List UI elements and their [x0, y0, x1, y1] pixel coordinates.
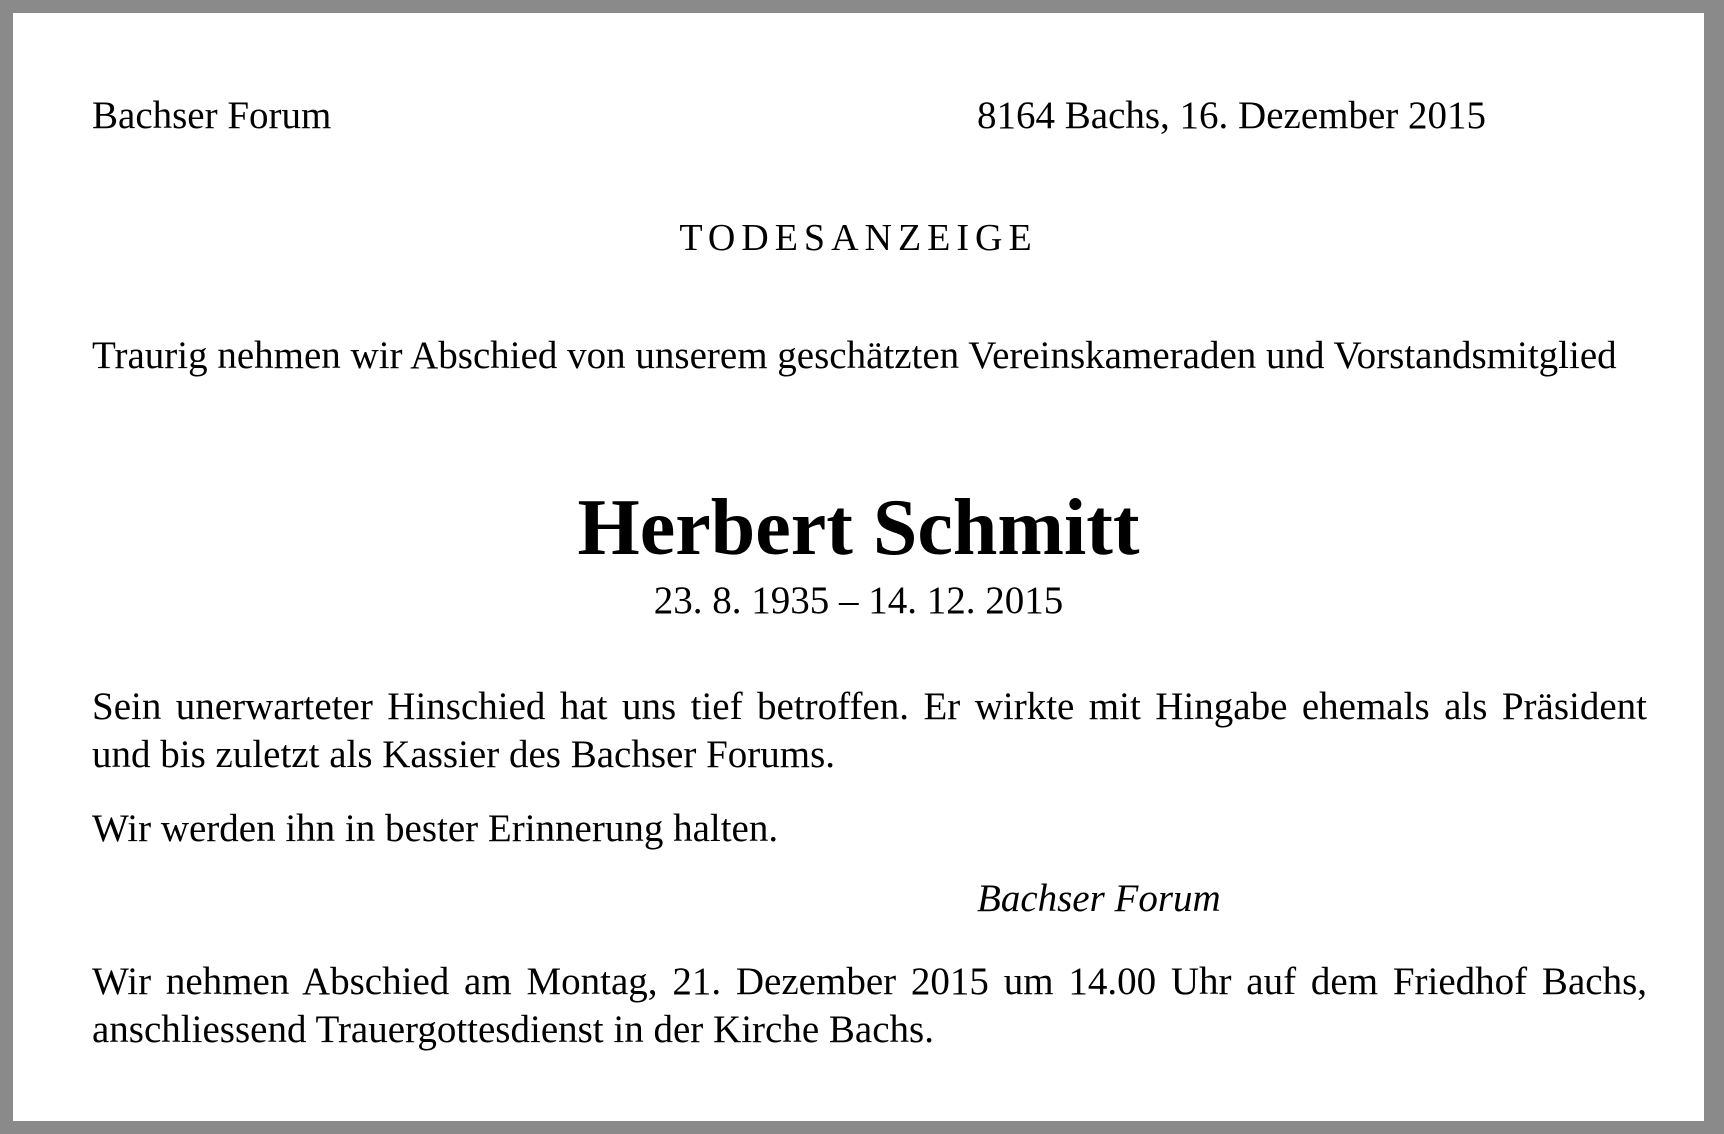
notice-heading: TODESANZEIGE: [679, 217, 1038, 259]
document-page: [13, 13, 1704, 1121]
header-organization: Bachser Forum: [92, 94, 332, 137]
header-place-date: 8164 Bachs, 16. Dezember 2015: [977, 94, 1487, 137]
tribute-paragraph: Sein unerwarteter Hinschied hat uns tief betroffen. Er wirkte mit Hingabe ehemals als Präsident und bis zuletzt als Kassier des Bachser Forums.: [92, 685, 1647, 776]
signature: Bachser Forum: [977, 877, 1221, 920]
deceased-name: Herbert Schmitt: [577, 484, 1140, 572]
funeral-paragraph: Wir nehmen Abschied am Montag, 21. Dezember 2015 um 14.00 Uhr auf dem Friedhof Bachs, anschliessend Trauergottesdienst in der Kirche Bachs.: [92, 960, 1647, 1051]
memory-paragraph: Wir werden ihn in bester Erinnerung halten.: [92, 807, 779, 850]
life-dates: 23. 8. 1935 – 14. 12. 2015: [653, 579, 1064, 622]
intro-paragraph: Traurig nehmen wir Abschied von unserem geschätzten Vereinskameraden und Vorstandsmitglied: [92, 334, 1617, 377]
